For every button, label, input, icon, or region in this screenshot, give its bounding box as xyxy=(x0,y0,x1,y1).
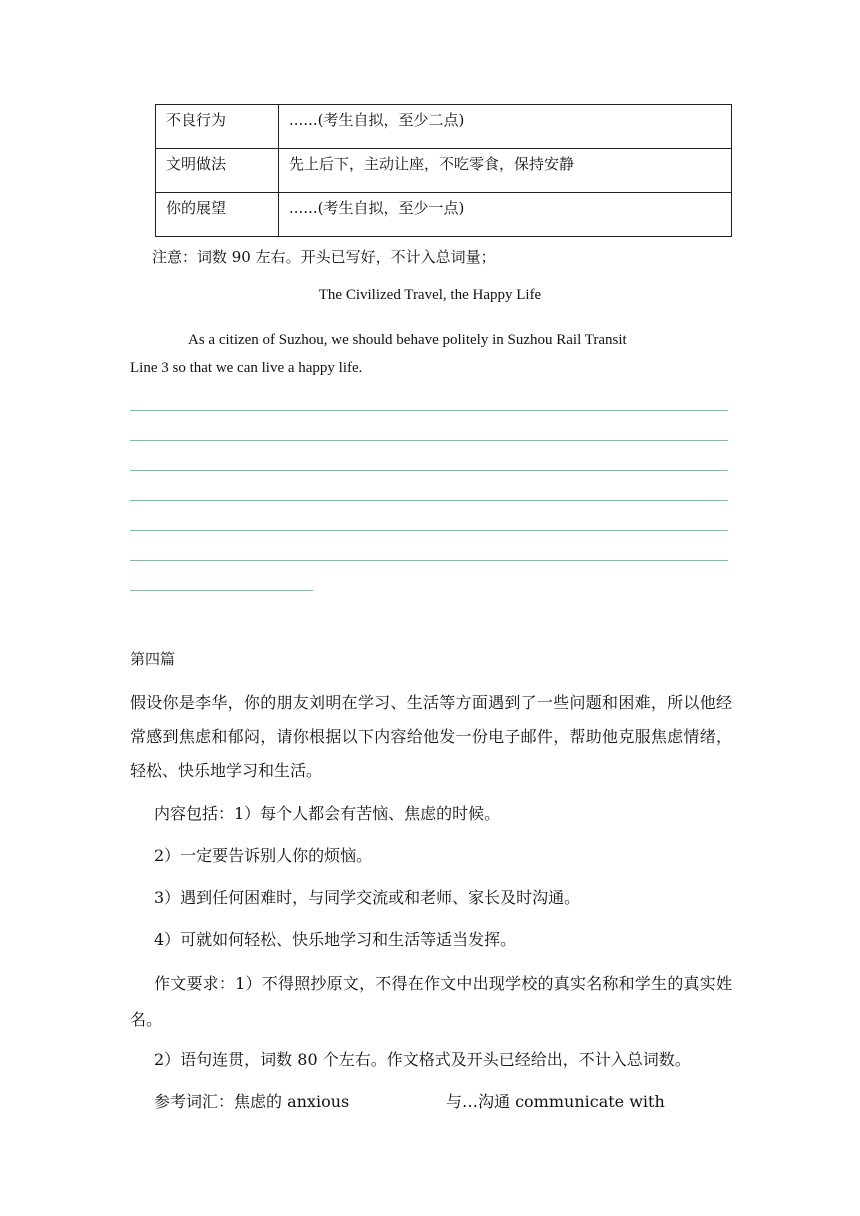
essay-opening xyxy=(130,326,730,382)
row-content: 先上后下，主动让座，不吃零食，保持安静 xyxy=(279,149,732,193)
requirement-2: 2）语句连贯，词数 80 个左右。作文格式及开头已经给出，不计入总词数。 xyxy=(154,1050,691,1069)
table-row xyxy=(156,149,732,193)
content-point-4: 4）可就如何轻松、快乐地学习和生活等适当发挥。 xyxy=(154,930,517,949)
word-count-note: 注意：词数 90 左右。开头已写好，不计入总词量； xyxy=(152,248,496,266)
answer-line[interactable] xyxy=(130,530,728,531)
table-row xyxy=(156,105,732,149)
answer-line[interactable] xyxy=(130,470,728,471)
opening-line: As a citizen of Suzhou, we should behave politely in Suzhou Rail Transit xyxy=(188,332,627,348)
answer-line[interactable] xyxy=(130,590,313,591)
info-table xyxy=(155,104,732,237)
content-point-3: 3）遇到任何困难时，与同学交流或和老师、家长及时沟通。 xyxy=(154,888,581,907)
vocab-2: 与…沟通 communicate with xyxy=(446,1092,665,1111)
answer-line[interactable] xyxy=(130,440,728,441)
row-content: ......(考生自拟，至少一点) xyxy=(279,193,732,237)
vocab-1: 参考词汇：焦虑的 anxious xyxy=(154,1092,350,1111)
section-heading: 第四篇 xyxy=(130,650,176,668)
row-content: ......(考生自拟，至少二点) xyxy=(279,105,732,149)
row-label: 不良行为 xyxy=(156,105,279,149)
answer-line[interactable] xyxy=(130,500,728,501)
answer-line[interactable] xyxy=(130,410,728,411)
content-point-1: 内容包括：1）每个人都会有苦恼、焦虑的时候。 xyxy=(154,804,501,823)
requirement-1: 作文要求：1）不得照抄原文，不得在作文中出现学校的真实名称和学生的真实姓名。 xyxy=(130,974,732,1029)
content-point-2: 2）一定要告诉别人你的烦恼。 xyxy=(154,846,373,865)
task-prompt: 假设你是李华，你的朋友刘明在学习、生活等方面遇到了一些问题和困难，所以他经常感到焦虑和郁闷，请你根据以下内容给他发一份电子邮件，帮助他克服焦虑情绪，轻松、快乐地学习和生活。 xyxy=(130,693,732,780)
essay-title: The Civilized Travel, the Happy Life xyxy=(318,287,542,303)
row-label: 文明做法 xyxy=(156,149,279,193)
table-row xyxy=(156,193,732,237)
opening-line: Line 3 so that we can live a happy life. xyxy=(130,360,363,376)
row-label: 你的展望 xyxy=(156,193,279,237)
answer-line[interactable] xyxy=(130,560,728,561)
